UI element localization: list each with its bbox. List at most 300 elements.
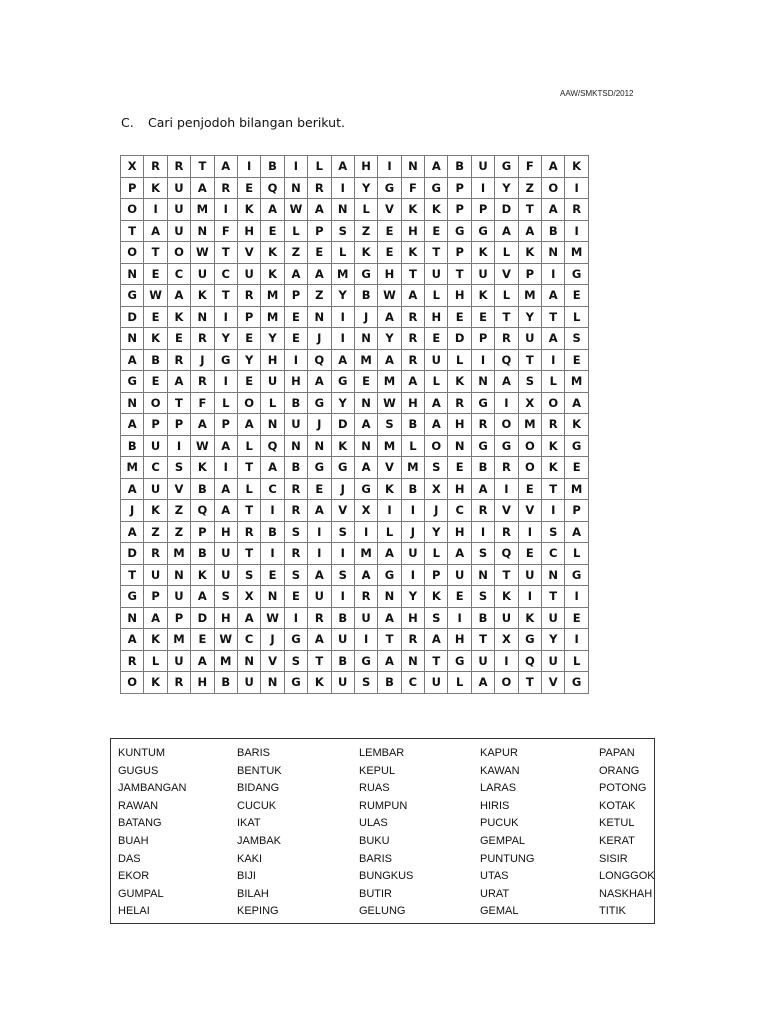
grid-letter-cell: U: [167, 220, 190, 242]
grid-letter-cell: U: [144, 478, 167, 500]
grid-letter-cell: J: [308, 414, 331, 436]
grid-letter-cell: U: [495, 607, 518, 629]
grid-letter-cell: G: [121, 371, 144, 393]
grid-letter-cell: Q: [308, 349, 331, 371]
grid-letter-cell: J: [121, 500, 144, 522]
grid-letter-cell: A: [214, 478, 237, 500]
grid-letter-cell: N: [354, 328, 377, 350]
grid-letter-cell: N: [308, 435, 331, 457]
grid-letter-cell: B: [448, 156, 471, 178]
grid-letter-cell: T: [425, 242, 448, 264]
grid-letter-cell: R: [308, 607, 331, 629]
grid-letter-cell: T: [237, 500, 260, 522]
grid-row: [121, 349, 589, 371]
grid-letter-cell: O: [495, 672, 518, 694]
grid-row: [121, 199, 589, 221]
grid-letter-cell: A: [261, 457, 284, 479]
grid-letter-cell: W: [378, 392, 401, 414]
grid-letter-cell: E: [448, 457, 471, 479]
grid-letter-cell: P: [448, 242, 471, 264]
word-item: POTONG: [599, 782, 647, 795]
grid-letter-cell: H: [448, 521, 471, 543]
grid-letter-cell: L: [214, 392, 237, 414]
grid-letter-cell: C: [261, 478, 284, 500]
grid-letter-cell: A: [308, 564, 331, 586]
grid-letter-cell: B: [284, 392, 307, 414]
grid-letter-cell: S: [214, 586, 237, 608]
grid-letter-cell: P: [191, 521, 214, 543]
grid-letter-cell: J: [261, 629, 284, 651]
grid-letter-cell: R: [401, 629, 424, 651]
grid-letter-cell: A: [308, 629, 331, 651]
grid-letter-cell: M: [401, 457, 424, 479]
grid-letter-cell: G: [471, 392, 494, 414]
grid-letter-cell: E: [144, 306, 167, 328]
word-item: KETUL: [599, 817, 635, 830]
grid-letter-cell: T: [542, 306, 565, 328]
grid-letter-cell: A: [121, 521, 144, 543]
word-item: BUKU: [359, 834, 390, 847]
grid-letter-cell: R: [121, 650, 144, 672]
grid-letter-cell: E: [354, 371, 377, 393]
grid-letter-cell: R: [237, 521, 260, 543]
grid-row: [121, 242, 589, 264]
grid-letter-cell: E: [565, 349, 588, 371]
grid-letter-cell: A: [401, 285, 424, 307]
grid-letter-cell: U: [237, 672, 260, 694]
grid-letter-cell: N: [448, 435, 471, 457]
grid-letter-cell: W: [261, 607, 284, 629]
grid-letter-cell: S: [425, 457, 448, 479]
grid-letter-cell: L: [448, 349, 471, 371]
grid-letter-cell: U: [401, 543, 424, 565]
grid-letter-cell: Q: [495, 349, 518, 371]
grid-letter-cell: K: [542, 435, 565, 457]
grid-letter-cell: V: [167, 478, 190, 500]
grid-letter-cell: K: [471, 242, 494, 264]
grid-letter-cell: A: [378, 349, 401, 371]
grid-letter-cell: S: [237, 564, 260, 586]
grid-letter-cell: D: [121, 306, 144, 328]
grid-letter-cell: G: [518, 629, 541, 651]
grid-letter-cell: L: [565, 543, 588, 565]
grid-letter-cell: B: [121, 435, 144, 457]
grid-letter-cell: Y: [331, 285, 354, 307]
grid-letter-cell: J: [354, 306, 377, 328]
grid-letter-cell: O: [167, 242, 190, 264]
grid-letter-cell: U: [448, 564, 471, 586]
word-item: HELAI: [118, 905, 150, 918]
word-item: SISIR: [599, 852, 628, 865]
grid-letter-cell: S: [378, 414, 401, 436]
grid-row: [121, 607, 589, 629]
grid-letter-cell: V: [495, 263, 518, 285]
grid-letter-cell: J: [331, 478, 354, 500]
grid-letter-cell: K: [261, 242, 284, 264]
grid-letter-cell: T: [518, 672, 541, 694]
grid-letter-cell: E: [237, 177, 260, 199]
grid-letter-cell: K: [401, 199, 424, 221]
grid-letter-cell: O: [121, 672, 144, 694]
grid-letter-cell: K: [144, 672, 167, 694]
grid-letter-cell: W: [284, 199, 307, 221]
grid-letter-cell: P: [471, 328, 494, 350]
grid-letter-cell: U: [425, 263, 448, 285]
grid-letter-cell: G: [565, 435, 588, 457]
grid-letter-cell: K: [144, 328, 167, 350]
grid-letter-cell: V: [261, 650, 284, 672]
grid-letter-cell: T: [378, 629, 401, 651]
grid-letter-cell: N: [121, 392, 144, 414]
grid-letter-cell: H: [448, 478, 471, 500]
grid-letter-cell: M: [354, 349, 377, 371]
word-item: JAMBANGAN: [118, 782, 187, 795]
grid-letter-cell: G: [448, 650, 471, 672]
grid-letter-cell: R: [542, 414, 565, 436]
grid-letter-cell: R: [401, 306, 424, 328]
word-item: BUTIR: [359, 887, 392, 900]
grid-letter-cell: A: [308, 371, 331, 393]
grid-letter-cell: G: [121, 285, 144, 307]
grid-letter-cell: A: [214, 500, 237, 522]
grid-letter-cell: I: [565, 177, 588, 199]
grid-letter-cell: K: [144, 177, 167, 199]
grid-letter-cell: S: [331, 220, 354, 242]
grid-letter-cell: A: [542, 328, 565, 350]
grid-letter-cell: I: [401, 564, 424, 586]
grid-letter-cell: I: [331, 306, 354, 328]
grid-row: [121, 263, 589, 285]
grid-letter-cell: N: [401, 156, 424, 178]
word-item: LARAS: [480, 782, 517, 795]
grid-letter-cell: B: [354, 285, 377, 307]
grid-letter-cell: I: [261, 543, 284, 565]
grid-letter-cell: R: [191, 371, 214, 393]
grid-letter-cell: T: [308, 650, 331, 672]
grid-letter-cell: B: [471, 607, 494, 629]
grid-letter-cell: M: [565, 371, 588, 393]
grid-letter-cell: O: [121, 199, 144, 221]
grid-letter-cell: L: [425, 371, 448, 393]
word-column: [599, 745, 719, 921]
grid-letter-cell: K: [308, 672, 331, 694]
grid-letter-cell: M: [378, 435, 401, 457]
grid-row: [121, 328, 589, 350]
grid-letter-cell: E: [448, 306, 471, 328]
grid-letter-cell: L: [495, 285, 518, 307]
grid-letter-cell: S: [471, 586, 494, 608]
grid-letter-cell: E: [448, 586, 471, 608]
grid-letter-cell: L: [331, 242, 354, 264]
word-item: GEMAL: [480, 905, 519, 918]
grid-letter-cell: U: [284, 414, 307, 436]
word-item: KEPUL: [359, 764, 396, 777]
grid-letter-cell: O: [542, 392, 565, 414]
grid-letter-cell: M: [565, 242, 588, 264]
grid-letter-cell: S: [518, 371, 541, 393]
grid-letter-cell: C: [401, 672, 424, 694]
grid-letter-cell: T: [542, 478, 565, 500]
grid-letter-cell: N: [378, 586, 401, 608]
grid-letter-cell: S: [167, 457, 190, 479]
grid-letter-cell: I: [308, 543, 331, 565]
grid-letter-cell: I: [331, 177, 354, 199]
grid-letter-cell: U: [167, 650, 190, 672]
grid-letter-cell: U: [471, 263, 494, 285]
grid-letter-cell: K: [425, 586, 448, 608]
grid-letter-cell: I: [542, 500, 565, 522]
grid-row: [121, 500, 589, 522]
grid-row: [121, 306, 589, 328]
word-item: BARIS: [237, 747, 271, 759]
grid-letter-cell: G: [495, 435, 518, 457]
grid-letter-cell: T: [448, 263, 471, 285]
grid-row: [121, 177, 589, 199]
grid-row: [121, 543, 589, 565]
grid-letter-cell: L: [542, 371, 565, 393]
grid-letter-cell: T: [425, 650, 448, 672]
grid-letter-cell: T: [191, 156, 214, 178]
grid-letter-cell: E: [144, 263, 167, 285]
grid-letter-cell: X: [495, 629, 518, 651]
grid-letter-cell: E: [191, 629, 214, 651]
grid-letter-cell: I: [495, 650, 518, 672]
grid-letter-cell: T: [518, 199, 541, 221]
grid-letter-cell: S: [542, 521, 565, 543]
grid-letter-cell: O: [495, 414, 518, 436]
grid-letter-cell: L: [495, 242, 518, 264]
grid-letter-cell: Q: [518, 650, 541, 672]
grid-letter-cell: G: [308, 457, 331, 479]
grid-letter-cell: V: [495, 500, 518, 522]
grid-letter-cell: N: [191, 306, 214, 328]
grid-letter-cell: L: [565, 306, 588, 328]
grid-letter-cell: R: [237, 285, 260, 307]
grid-letter-cell: T: [471, 629, 494, 651]
grid-letter-cell: O: [121, 242, 144, 264]
grid-letter-cell: L: [378, 521, 401, 543]
grid-letter-cell: G: [354, 263, 377, 285]
word-item: PUNTUNG: [480, 852, 535, 865]
grid-letter-cell: C: [144, 457, 167, 479]
grid-letter-cell: K: [191, 564, 214, 586]
grid-letter-cell: A: [167, 371, 190, 393]
grid-letter-cell: I: [565, 586, 588, 608]
grid-letter-cell: V: [237, 242, 260, 264]
grid-letter-cell: Y: [261, 328, 284, 350]
grid-letter-cell: D: [121, 543, 144, 565]
grid-letter-cell: H: [448, 629, 471, 651]
word-search-grid: [120, 155, 589, 694]
grid-letter-cell: A: [191, 650, 214, 672]
grid-letter-cell: M: [214, 650, 237, 672]
grid-letter-cell: N: [354, 435, 377, 457]
grid-letter-cell: I: [331, 586, 354, 608]
grid-letter-cell: U: [144, 435, 167, 457]
grid-letter-cell: Y: [237, 349, 260, 371]
grid-letter-cell: E: [518, 543, 541, 565]
grid-letter-cell: F: [191, 392, 214, 414]
grid-letter-cell: Y: [354, 177, 377, 199]
grid-letter-cell: R: [354, 586, 377, 608]
grid-letter-cell: Z: [518, 177, 541, 199]
grid-letter-cell: U: [425, 672, 448, 694]
grid-letter-cell: I: [495, 478, 518, 500]
grid-letter-cell: U: [261, 371, 284, 393]
word-item: BILAH: [237, 887, 269, 900]
grid-letter-cell: E: [425, 328, 448, 350]
word-item: IKAT: [237, 817, 261, 830]
grid-letter-cell: I: [261, 500, 284, 522]
grid-letter-cell: A: [378, 650, 401, 672]
grid-letter-cell: X: [425, 478, 448, 500]
grid-letter-cell: L: [237, 435, 260, 457]
word-item: KAWAN: [480, 764, 520, 777]
grid-letter-cell: E: [308, 478, 331, 500]
grid-letter-cell: U: [471, 156, 494, 178]
grid-letter-cell: I: [214, 457, 237, 479]
grid-letter-cell: L: [565, 650, 588, 672]
word-item: KUNTUM: [118, 747, 166, 759]
grid-letter-cell: K: [425, 199, 448, 221]
grid-letter-cell: P: [448, 177, 471, 199]
grid-letter-cell: N: [261, 414, 284, 436]
grid-letter-cell: H: [425, 306, 448, 328]
grid-letter-cell: A: [471, 672, 494, 694]
grid-letter-cell: K: [401, 242, 424, 264]
grid-letter-cell: E: [565, 457, 588, 479]
grid-letter-cell: X: [121, 156, 144, 178]
grid-letter-cell: N: [284, 435, 307, 457]
grid-letter-cell: I: [284, 156, 307, 178]
grid-letter-cell: O: [237, 392, 260, 414]
grid-letter-cell: K: [237, 199, 260, 221]
grid-letter-cell: M: [354, 543, 377, 565]
grid-letter-cell: M: [565, 478, 588, 500]
grid-letter-cell: Y: [331, 392, 354, 414]
grid-row: [121, 457, 589, 479]
word-item: PAPAN: [599, 747, 635, 759]
grid-letter-cell: K: [495, 586, 518, 608]
grid-letter-cell: Q: [191, 500, 214, 522]
grid-letter-cell: H: [401, 392, 424, 414]
grid-letter-cell: O: [542, 177, 565, 199]
grid-letter-cell: H: [448, 414, 471, 436]
grid-letter-cell: A: [308, 199, 331, 221]
word-item: ULAS: [359, 817, 388, 830]
grid-letter-cell: P: [284, 285, 307, 307]
grid-letter-cell: G: [471, 220, 494, 242]
grid-letter-cell: I: [214, 199, 237, 221]
grid-letter-cell: N: [121, 328, 144, 350]
grid-letter-cell: U: [167, 586, 190, 608]
grid-letter-cell: L: [308, 156, 331, 178]
exercise-heading: [121, 115, 345, 130]
grid-letter-cell: P: [308, 220, 331, 242]
grid-letter-cell: N: [354, 392, 377, 414]
grid-letter-cell: L: [284, 220, 307, 242]
grid-letter-cell: L: [448, 672, 471, 694]
grid-letter-cell: M: [261, 285, 284, 307]
grid-letter-cell: N: [401, 650, 424, 672]
word-item: BUAH: [118, 834, 149, 847]
grid-letter-cell: K: [191, 285, 214, 307]
grid-letter-cell: E: [565, 285, 588, 307]
grid-letter-cell: T: [237, 457, 260, 479]
grid-letter-cell: U: [354, 607, 377, 629]
grid-letter-cell: N: [542, 564, 565, 586]
grid-letter-cell: J: [425, 500, 448, 522]
word-item: NASKHAH: [599, 887, 653, 900]
grid-letter-cell: G: [378, 564, 401, 586]
grid-row: [121, 672, 589, 694]
word-item: URAT: [480, 887, 510, 900]
grid-letter-cell: L: [144, 650, 167, 672]
grid-letter-cell: A: [542, 199, 565, 221]
grid-letter-cell: X: [354, 500, 377, 522]
grid-letter-cell: R: [471, 414, 494, 436]
grid-letter-cell: P: [144, 586, 167, 608]
grid-letter-cell: G: [284, 629, 307, 651]
grid-letter-cell: U: [331, 672, 354, 694]
grid-letter-cell: I: [214, 306, 237, 328]
grid-letter-cell: G: [354, 478, 377, 500]
grid-letter-cell: I: [565, 629, 588, 651]
grid-letter-cell: T: [542, 586, 565, 608]
grid-letter-cell: A: [237, 414, 260, 436]
grid-letter-cell: A: [284, 263, 307, 285]
grid-letter-cell: M: [331, 263, 354, 285]
grid-letter-cell: R: [214, 177, 237, 199]
grid-letter-cell: M: [261, 306, 284, 328]
grid-row: [121, 586, 589, 608]
grid-letter-cell: K: [378, 478, 401, 500]
grid-letter-cell: E: [378, 242, 401, 264]
grid-row: [121, 156, 589, 178]
grid-letter-cell: H: [401, 607, 424, 629]
grid-letter-cell: J: [308, 328, 331, 350]
grid-letter-cell: H: [214, 521, 237, 543]
grid-letter-cell: A: [354, 414, 377, 436]
grid-letter-cell: U: [167, 199, 190, 221]
grid-letter-cell: C: [237, 629, 260, 651]
grid-letter-cell: O: [425, 435, 448, 457]
word-item: PUCUK: [480, 817, 519, 830]
word-item: BIDANG: [237, 782, 280, 795]
grid-letter-cell: I: [308, 521, 331, 543]
grid-letter-cell: D: [495, 199, 518, 221]
word-item: KERAT: [599, 834, 635, 847]
grid-letter-cell: R: [308, 177, 331, 199]
grid-letter-cell: E: [518, 478, 541, 500]
grid-letter-cell: R: [167, 672, 190, 694]
grid-letter-cell: S: [425, 607, 448, 629]
grid-letter-cell: U: [542, 650, 565, 672]
grid-letter-cell: I: [471, 521, 494, 543]
grid-letter-cell: A: [214, 435, 237, 457]
word-item: BUNGKUS: [359, 870, 414, 883]
grid-letter-cell: A: [121, 414, 144, 436]
word-item: RUMPUN: [359, 799, 408, 812]
grid-letter-cell: V: [331, 500, 354, 522]
grid-letter-cell: Q: [261, 177, 284, 199]
grid-letter-cell: Y: [378, 328, 401, 350]
grid-letter-cell: H: [214, 607, 237, 629]
grid-letter-cell: N: [191, 220, 214, 242]
grid-letter-cell: O: [144, 392, 167, 414]
grid-letter-cell: A: [354, 457, 377, 479]
grid-letter-cell: K: [565, 156, 588, 178]
